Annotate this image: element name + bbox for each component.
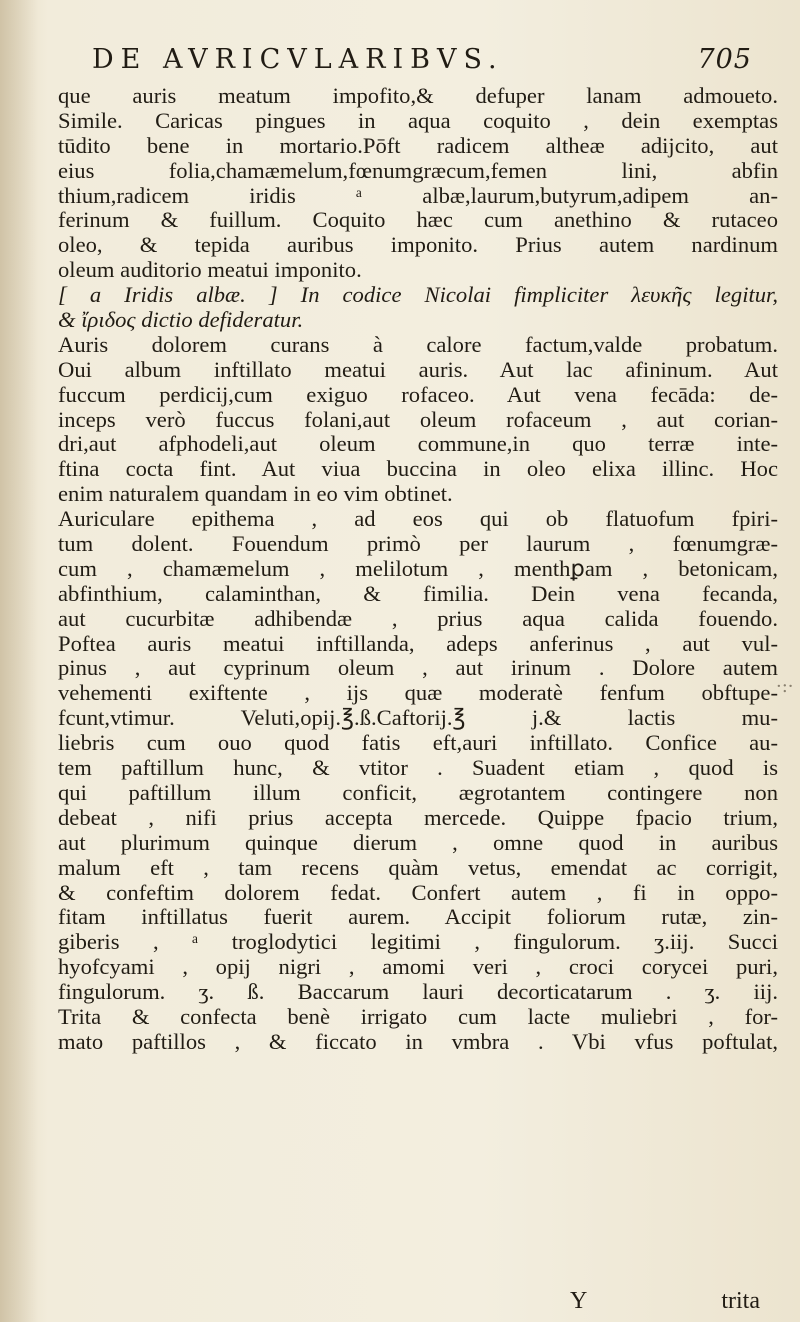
- text-line: pinus , aut cyprinum oleum , aut irinum . Dolore autem: [58, 655, 778, 681]
- text-line: tum dolent. Fouendum primò per laurum , fœnumgræ-: [58, 531, 778, 557]
- text-line: inceps verò fuccus folani,aut oleum rofaceum , aut corian-: [58, 406, 778, 432]
- text-line: ftina cocta fint. Aut viua buccina in oleo elixa illinc. Hoc: [58, 456, 778, 482]
- margin-mark: ·:·: [776, 676, 794, 697]
- text-line: cum , chamæmelum , melilotum , menthꝑam , betonicam,: [58, 555, 778, 581]
- text-line: fcunt,vtimur. Veluti,opij.℥.ß.Caftorij.℥ j.& lactis mu-: [58, 705, 778, 731]
- running-header: [92, 44, 752, 84]
- text-line: enim naturalem quandam in eo vim obtinet.: [58, 481, 453, 507]
- text-line: ferinum & fuillum. Coquito hæc cum anethino & rutaceo: [58, 207, 778, 233]
- catchword: trita: [721, 1288, 760, 1314]
- text-line: Oui album inftillato meatui auris. Aut lac afininum. Aut: [58, 356, 778, 382]
- body-text: [58, 84, 778, 1284]
- text-line: tūdito bene in mortario.Pōft radicem altheæ adijcito, aut: [58, 132, 778, 158]
- page-footer: [560, 1288, 760, 1316]
- text-line: Poftea auris meatui inftillanda, adeps anferinus , aut vul-: [58, 630, 778, 656]
- text-line: fingulorum. ʒ. ß. Baccarum lauri decorticatarum . ʒ. iij.: [58, 979, 778, 1005]
- page-number: 705: [697, 44, 752, 75]
- text-line: mato paftillos , & ficcato in vmbra . Vbi vfus poftulat,: [58, 1028, 778, 1054]
- text-line: Simile. Caricas pingues in aqua coquito , dein exemptas: [58, 107, 778, 133]
- text-line: & ἴριδος dictio defideratur.: [58, 307, 304, 333]
- text-line: debeat , nifi prius accepta mercede. Quippe fpacio trium,: [58, 804, 778, 830]
- text-line: [ a Iridis albæ. ] In codice Nicolai fimpliciter λευκῆς legitur,: [58, 282, 778, 308]
- text-line: malum eft , tam recens quàm vetus, emendat ac corrigit,: [58, 854, 778, 880]
- text-line: Trita & confecta benè irrigato cum lacte muliebri , for-: [58, 1003, 778, 1029]
- text-line: aut plurimum quinque dierum , omne quod in auribus: [58, 829, 778, 855]
- text-line: Auriculare epithema , ad eos qui ob flatuofum fpiri-: [58, 506, 778, 532]
- text-line: oleum auditorio meatui imponito.: [58, 257, 362, 283]
- text-line: hyofcyami , opij nigri , amomi veri , croci corycei puri,: [58, 954, 778, 980]
- text-line: fitam inftillatus fuerit aurem. Accipit foliorum rutæ, zin-: [58, 904, 778, 930]
- text-line: tem paftillum hunc, & vtitor . Suadent etiam , quod is: [58, 755, 778, 781]
- text-line: fuccum perdicij,cum exiguo rofaceo. Aut vena fecāda: de-: [58, 381, 778, 407]
- text-line: giberis , ᵃ troglodytici legitimi , fingulorum. ʒ.iij. Succi: [58, 929, 778, 955]
- text-line: aut cucurbitæ adhibendæ , prius aqua calida fouendo.: [58, 605, 778, 631]
- text-line: que auris meatum impofito,& defuper lanam admoueto.: [58, 83, 778, 108]
- text-line: & confeftim dolorem fedat. Confert autem , fi in oppo-: [58, 879, 778, 905]
- text-line: Auris dolorem curans à calore factum,valde probatum.: [58, 331, 778, 357]
- text-line: abfinthium, calaminthan, & fimilia. Dein vena fecanda,: [58, 580, 778, 606]
- running-title: DE AVRICVLARIBVS.: [92, 44, 504, 75]
- signature-mark: Y: [570, 1288, 588, 1314]
- text-line: qui paftillum illum conficit, ægrotantem contingere non: [58, 779, 778, 805]
- text-line: eius folia,chamæmelum,fœnumgræcum,femen lini, abfin: [58, 157, 778, 183]
- text-line: liebris cum ouo quod fatis eft,auri inftillato. Confice au-: [58, 730, 778, 756]
- text-line: oleo, & tepida auribus imponito. Prius autem nardinum: [58, 232, 778, 258]
- text-line: vehementi exiftente , ijs quæ moderatè fenfum obftupe-: [58, 680, 778, 706]
- text-line: thium,radicem iridis ᵃ albæ,laurum,butyrum,adipem an-: [58, 182, 778, 208]
- text-line: dri,aut afphodeli,aut oleum commune,in quo terræ inte-: [58, 431, 778, 457]
